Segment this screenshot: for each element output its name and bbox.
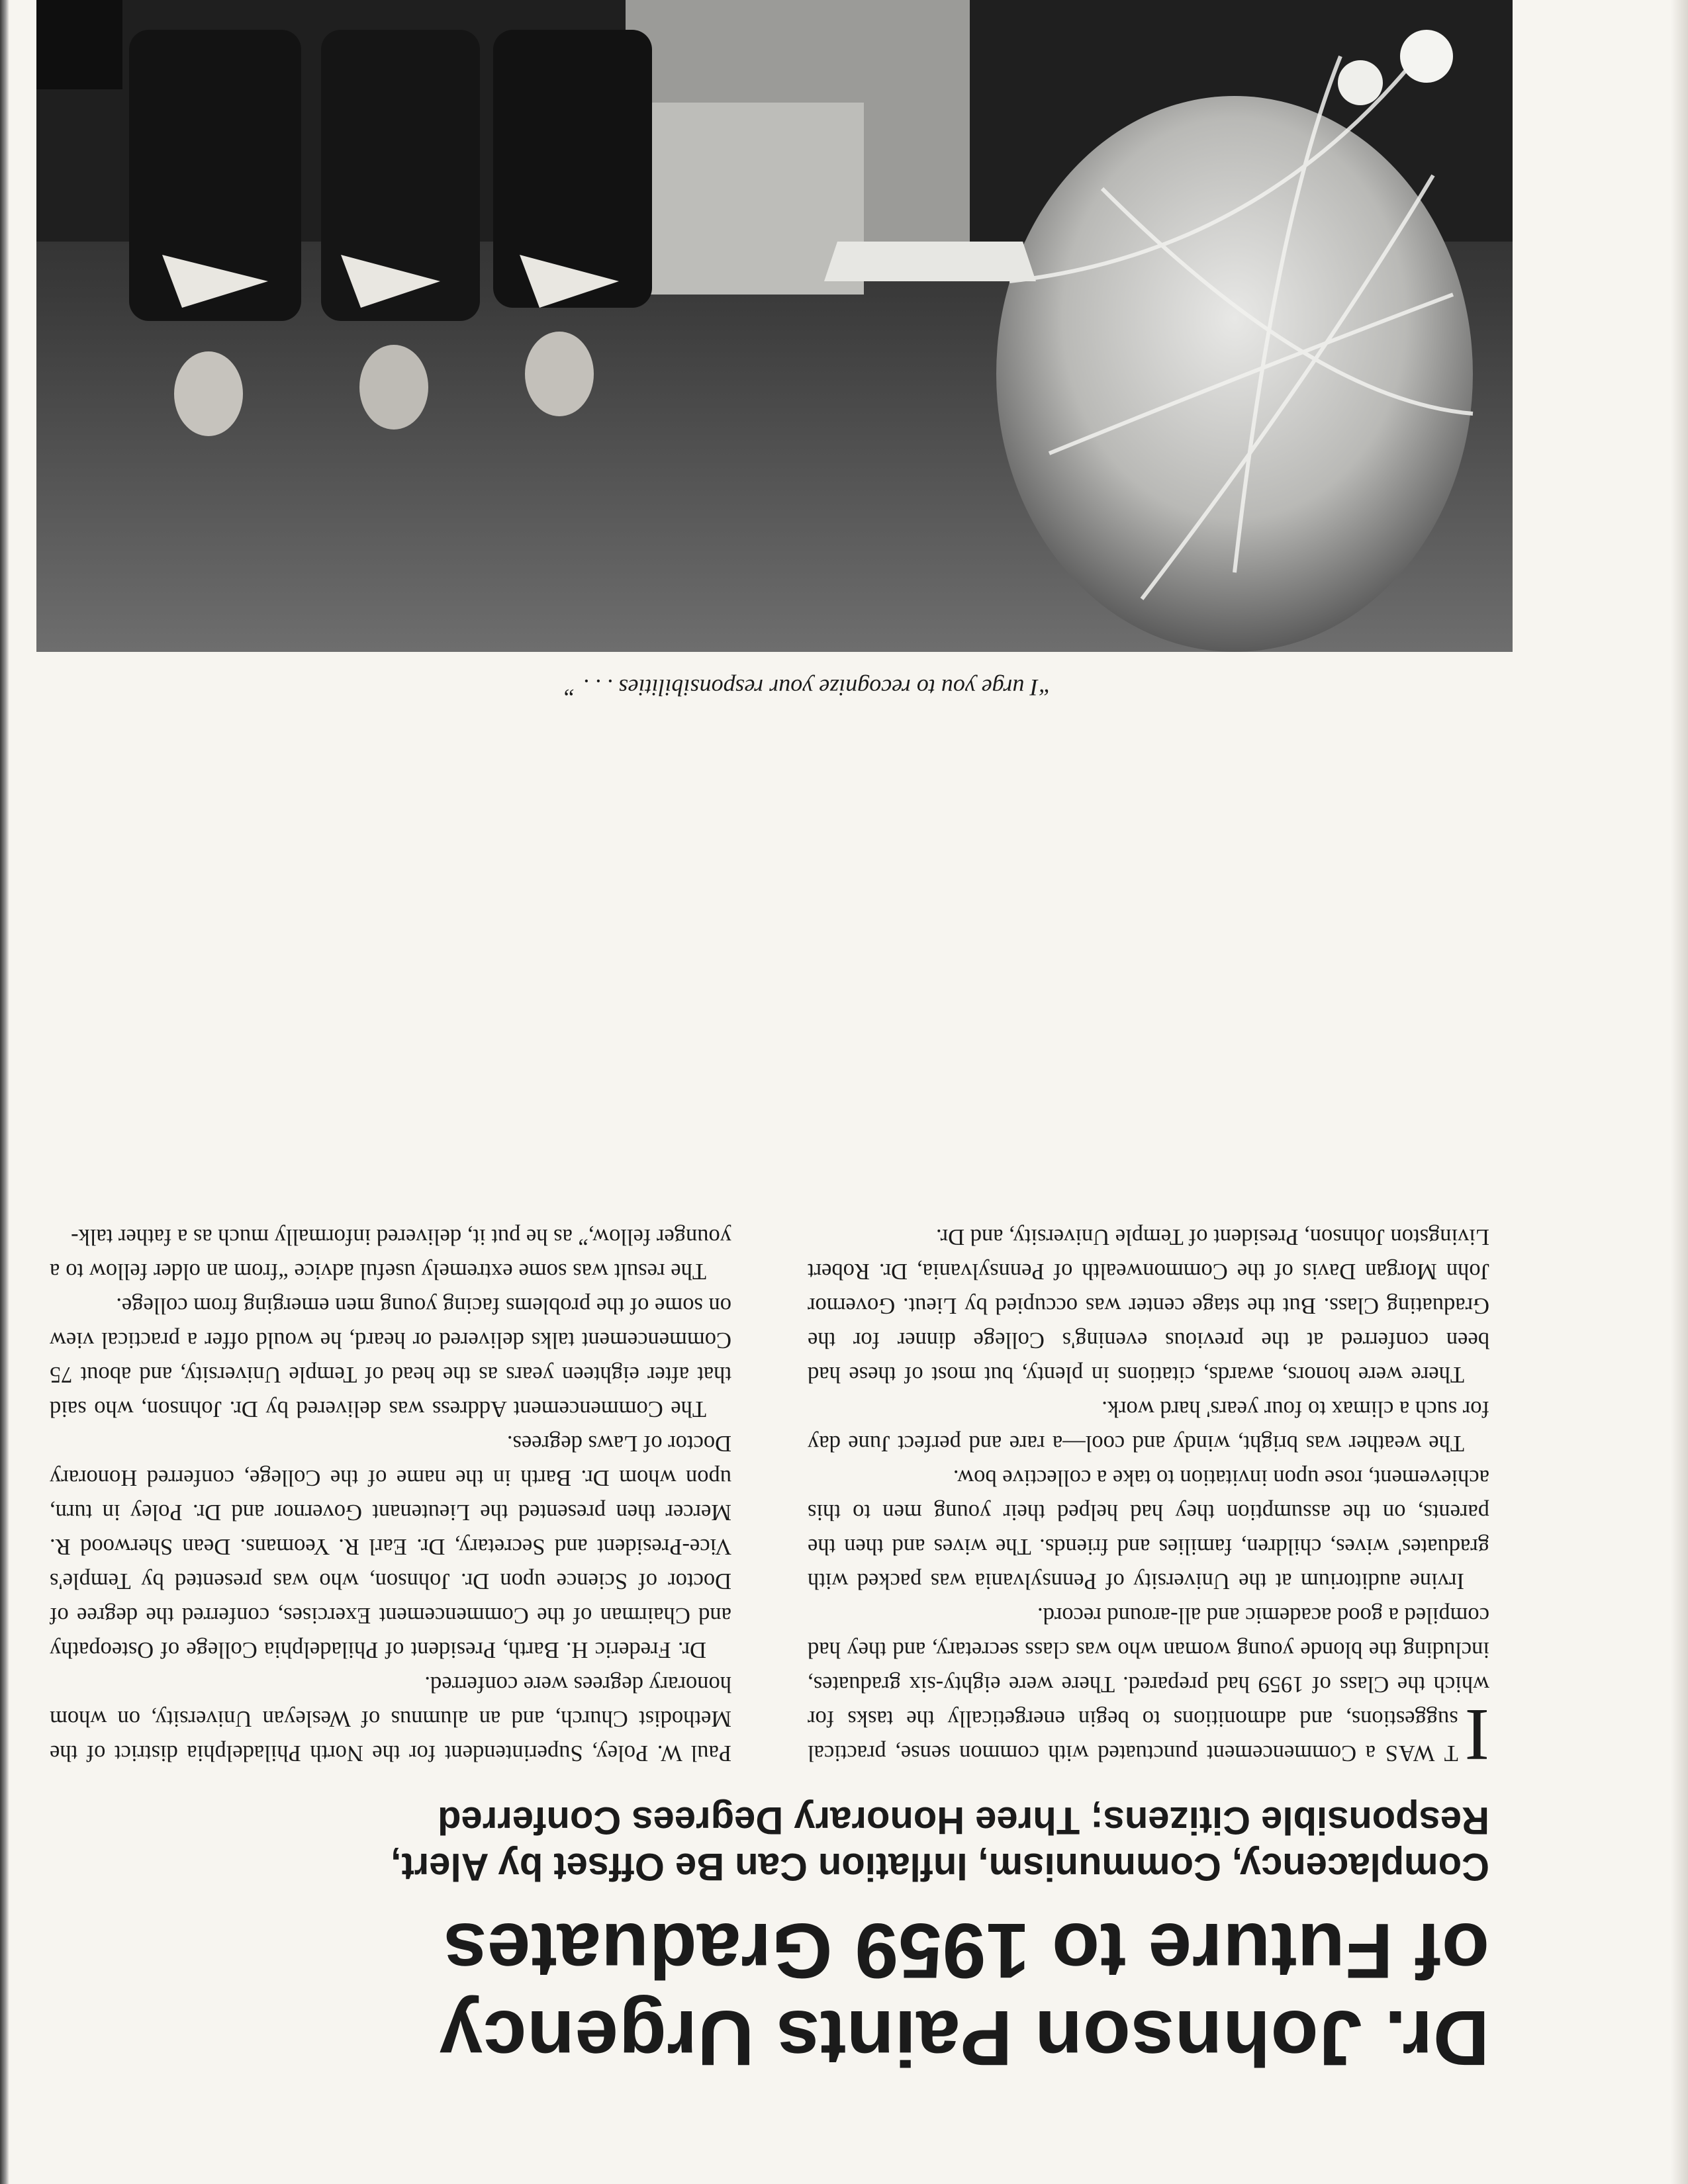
body-paragraph: Irvine auditorium at the University of Pennsylvania was packed with graduates' wives, children, families and friends. The wives and then the parents, on the assumption they had helped their young men to this achievement, rose upon invitation to take a collective bow. [808, 1465, 1489, 1594]
lead-caps: T WAS [1384, 1741, 1458, 1766]
subheadline [66, 1797, 1489, 1889]
lead-paragraph [808, 1598, 1489, 1776]
continued-paragraph: Paul W. Poley, Superintendent for the North Philadelphia district of the Methodist Church, and an alumnus of Wesleyan University, on whom honorary degrees were conferred. [50, 1672, 731, 1766]
drop-cap: I [1464, 1694, 1489, 1776]
body-paragraph: There were honors, awards, citations in plenty, but most of these had been conferred at the previous evening's College dinner for the Graduating Class. But the stage center was occupied by Lieut. Governor John Morgan Davis of the Commonwealth of Pennsylvania, Dr. Robert Livingston Johnson, President of Temple University, and Dr. [808, 1224, 1489, 1387]
article-column-right [50, 1220, 731, 1770]
body-paragraph: The weather was bright, windy and cool—a rare and perfect June day for such a climax to four years' hard work. [808, 1396, 1489, 1456]
body-paragraph: The result was some extremely useful advice “from an older fellow to a younger fellow,” as he put it, delivered informally much as a father talk- [50, 1224, 731, 1284]
headline [66, 1907, 1489, 2081]
binding-shadow [0, 0, 9, 2184]
headline-line-2: of Future to 1959 Graduates [443, 1907, 1489, 1994]
body-paragraph: The Commencement Address was delivered by Dr. Johnson, who said that after eighteen years as the head of Temple University, and about 75 Commencement talks delivered or heard, he would offer a practical view on some of the problems facing young men emerging from college. [50, 1293, 731, 1422]
photo-caption: “I urge you to recognize your responsibilities . . . ” [563, 674, 1052, 701]
commencement-photo [36, 0, 1513, 652]
subheadline-line-2: Responsible Citizens; Three Honorary Degrees Conferred [438, 1799, 1489, 1842]
subheadline-line-1: Complacency, Communism, Inflation Can Be Offset by Alert, [391, 1845, 1489, 1888]
headline-line-1: Dr. Johnson Paints Urgency [439, 1994, 1489, 2081]
article-column-left [808, 1220, 1489, 1776]
seated-dignitaries [129, 30, 652, 436]
page-edge [1671, 0, 1688, 2184]
lead-text: a Commencement punctuated with common sense, practical suggestions, and admonitions to begin energetically the tasks for which the Class of 1959 had prepared. There were eighty-six graduates, including the blonde young woman who was class secretary, and they had compiled a good academic and all-around record. [808, 1603, 1489, 1766]
body-paragraph: Dr. Frederic H. Barth, President of Philadelphia College of Osteopathy and Chairman of the Commencement Exercises, conferred the degree of Doctor of Science upon Dr. Johnson, who was presented by Temple's Vice-President and Secretary, Dr. Earl R. Yeomans. Dean Sherwood R. Mercer then presented the Lieutenant Governor and Dr. Poley in turn, upon whom Dr. Barth in the name of the College, conferred Honorary Doctor of Laws degrees. [50, 1431, 731, 1662]
